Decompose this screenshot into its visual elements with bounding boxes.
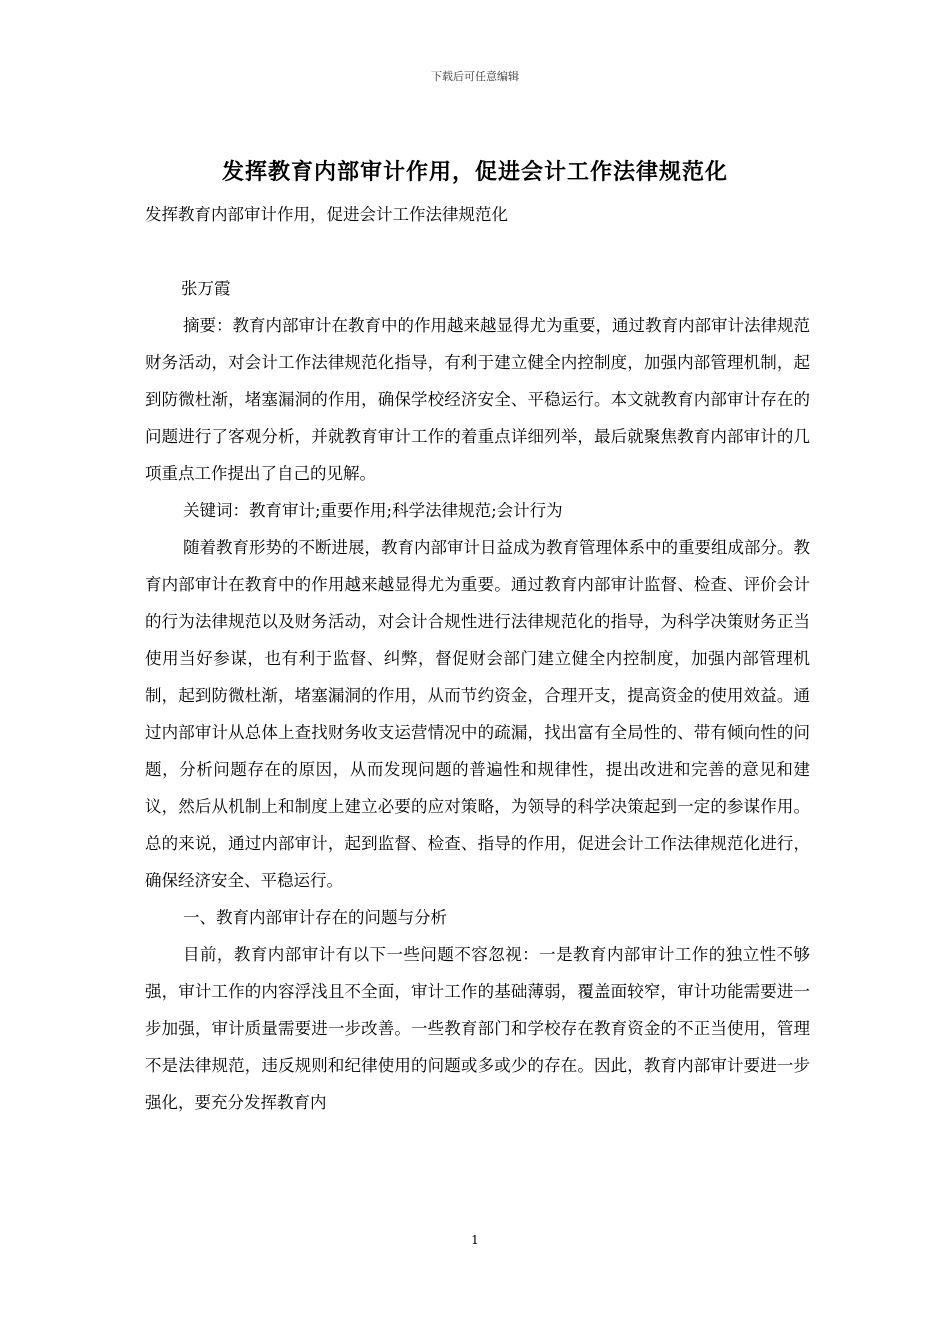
intro-paragraph: 随着教育形势的不断进展，教育内部审计日益成为教育管理体系中的重要组成部分。教育内部审计在教育中的作用越来越显得尤为重要。通过教育内部审计监督、检查、评价会计的行为法律规范以及财务活动，对会计合规性进行法律规范化的指导，为科学决策财务正当使用当好参谋，也有利于监督、纠弊，督促财会部门建立健全内控制度，加强内部管理机制，起到防微杜渐，堵塞漏洞的作用，从而节约资金，合理开支，提高资金的使用效益。通过内部审计从总体上查找财务收支运营情况中的疏漏，找出富有全局性的、带有倾向性的问题，分析问题存在的原因，从而发现问题的普遍性和规律性，提出改进和完善的意见和建议，然后从机制上和制度上建立必要的应对策略，为领导的科学决策起到一定的参谋作用。总的来说，通过内部审计，起到监督、检查、指导的作用，促进会计工作法律规范化进行，确保经济安全、平稳运行。 — [145, 538, 810, 890]
document-title: 发挥教育内部审计作用，促进会计工作法律规范化 — [221, 160, 728, 185]
keywords-paragraph: 关键词：教育审计;重要作用;科学法律规范;会计行为 — [183, 501, 563, 520]
header-note: 下载后可任意编辑 — [431, 70, 519, 83]
page-number: 1 — [471, 1233, 479, 1247]
blank-line — [145, 233, 810, 270]
author-name: 张万霞 — [181, 279, 231, 298]
abstract-paragraph: 摘要：教育内部审计在教育中的作用越来越显得尤为重要，通过教育内部审计法律规范财务活动，对会计工作法律规范化指导，有利于建立健全内控制度，加强内部管理机制，起到防微杜渐，堵塞漏洞的作用，确保学校经济安全、平稳运行。本文就教育内部审计存在的问题进行了客观分析，并就教育审计工作的着重点详细列举，最后就聚焦教育内部审计的几项重点工作提出了自己的见解。 — [145, 316, 810, 483]
document-body — [145, 196, 810, 1121]
section-heading: 一、教育内部审计存在的问题与分析 — [183, 908, 447, 927]
section-paragraph: 目前，教育内部审计有以下一些问题不容忽视：一是教育内部审计工作的独立性不够强，审计工作的内容浮浅且不全面，审计工作的基础薄弱，覆盖面较窄，审计功能需要进一步加强，审计质量需要进一步改善。一些教育部门和学校存在教育资金的不正当使用，管理不是法律规范，违反规则和纪律使用的问题或多或少的存在。因此，教育内部审计要进一步强化，要充分发挥教育内 — [145, 945, 810, 1112]
document-subtitle: 发挥教育内部审计作用，促进会计工作法律规范化 — [145, 205, 508, 224]
